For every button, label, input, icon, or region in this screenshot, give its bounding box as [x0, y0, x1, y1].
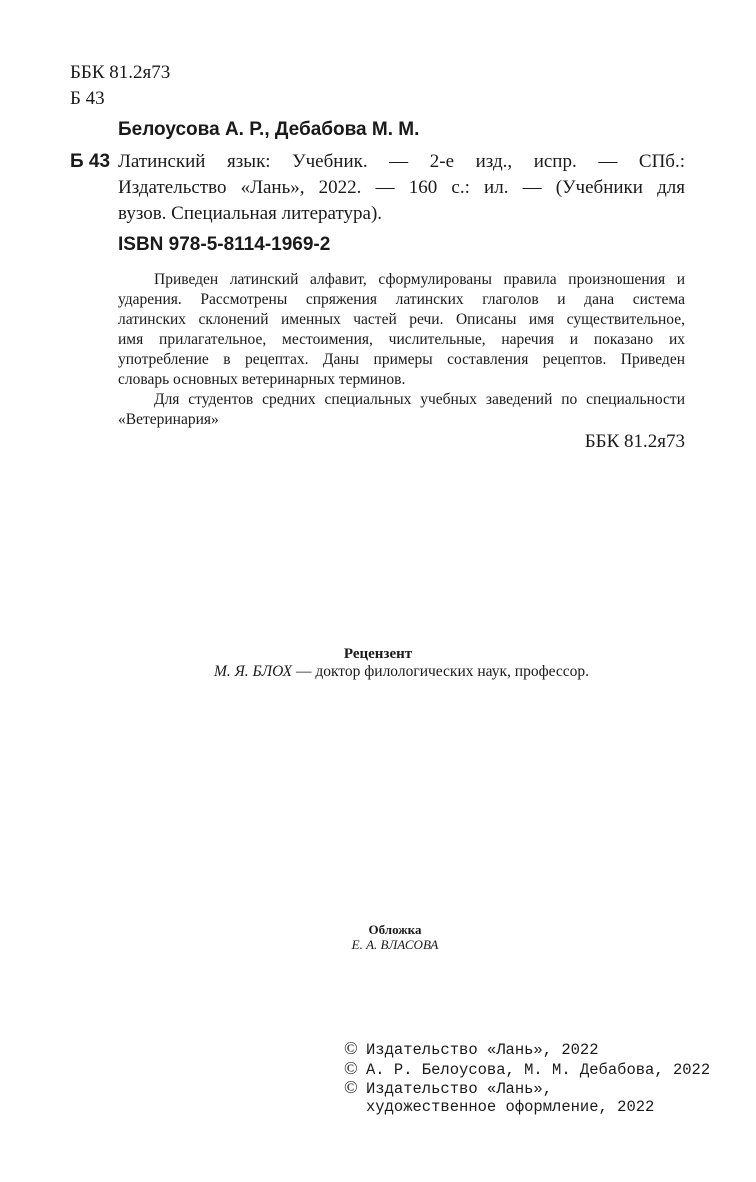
copyright-line [344, 1040, 710, 1060]
copyright-block [344, 1040, 710, 1116]
bbk-code: ББК 81.2я73 [70, 62, 171, 83]
copyright-continuation: художественное оформление, 2022 [366, 1097, 655, 1116]
authors-heading: Белоусова А. Р., Дебабова М. М. [118, 119, 420, 140]
cover-designer: Е. А. ВЛАСОВА [351, 937, 439, 952]
cover-title: Обложка [368, 922, 422, 937]
audience-line: «Ветеринария» [118, 411, 219, 428]
title-line: Латинский язык: Учебник. — 2-е изд., испр. — СПб.: [118, 151, 685, 172]
author-mark-bold: Б 43 [70, 151, 111, 172]
copyright-text: Издательство «Лань», 2022 [366, 1041, 599, 1059]
annotation-line: ударения. Рассмотрены спряжения латинских глаголов и дана система [118, 291, 685, 308]
copyright-icon: © [344, 1038, 358, 1058]
annotation-line: словарь основных ветеринарных терминов. [118, 371, 406, 388]
copyright-text: Издательство «Лань», [366, 1080, 553, 1098]
annotation-line: имя прилагательное, местоимения, числительные, наречия и показано их [118, 331, 685, 348]
reviewer-name: М. Я. БЛОХ [213, 663, 293, 680]
annotation-line: латинских склонений именных частей речи. Описаны имя существительное, [118, 311, 685, 328]
copyright-text: А. Р. Белоусова, М. М. Дебабова, 2022 [366, 1060, 711, 1079]
copyright-line [344, 1079, 710, 1099]
reviewer-title: Рецензент [343, 646, 413, 662]
reviewer-description: — доктор филологических наук, профессор. [292, 663, 590, 680]
title-line: Издательство «Лань», 2022. — 160 с.: ил. — (Учебники для [118, 177, 685, 198]
annotation [118, 270, 685, 430]
isbn: ISBN 978-5-8114-1969-2 [118, 234, 331, 255]
copyright-line [344, 1057, 711, 1080]
title-line: вузов. Специальная литература). [118, 203, 383, 224]
author-mark: Б 43 [70, 88, 105, 109]
reviewer-line [0, 663, 756, 681]
bbk-code-right: ББК 81.2я73 [584, 431, 685, 452]
audience-line: Для студентов средних специальных учебных заведений по специальности [154, 391, 685, 408]
bibliographic-description [118, 149, 685, 227]
copyright-icon: © [344, 1057, 358, 1078]
copyright-icon: © [344, 1077, 358, 1097]
annotation-line: Приведен латинский алфавит, сформулированы правила произношения и [154, 271, 685, 288]
annotation-line: употребление в рецептах. Даны примеры составления рецептов. Приведен [118, 351, 685, 368]
